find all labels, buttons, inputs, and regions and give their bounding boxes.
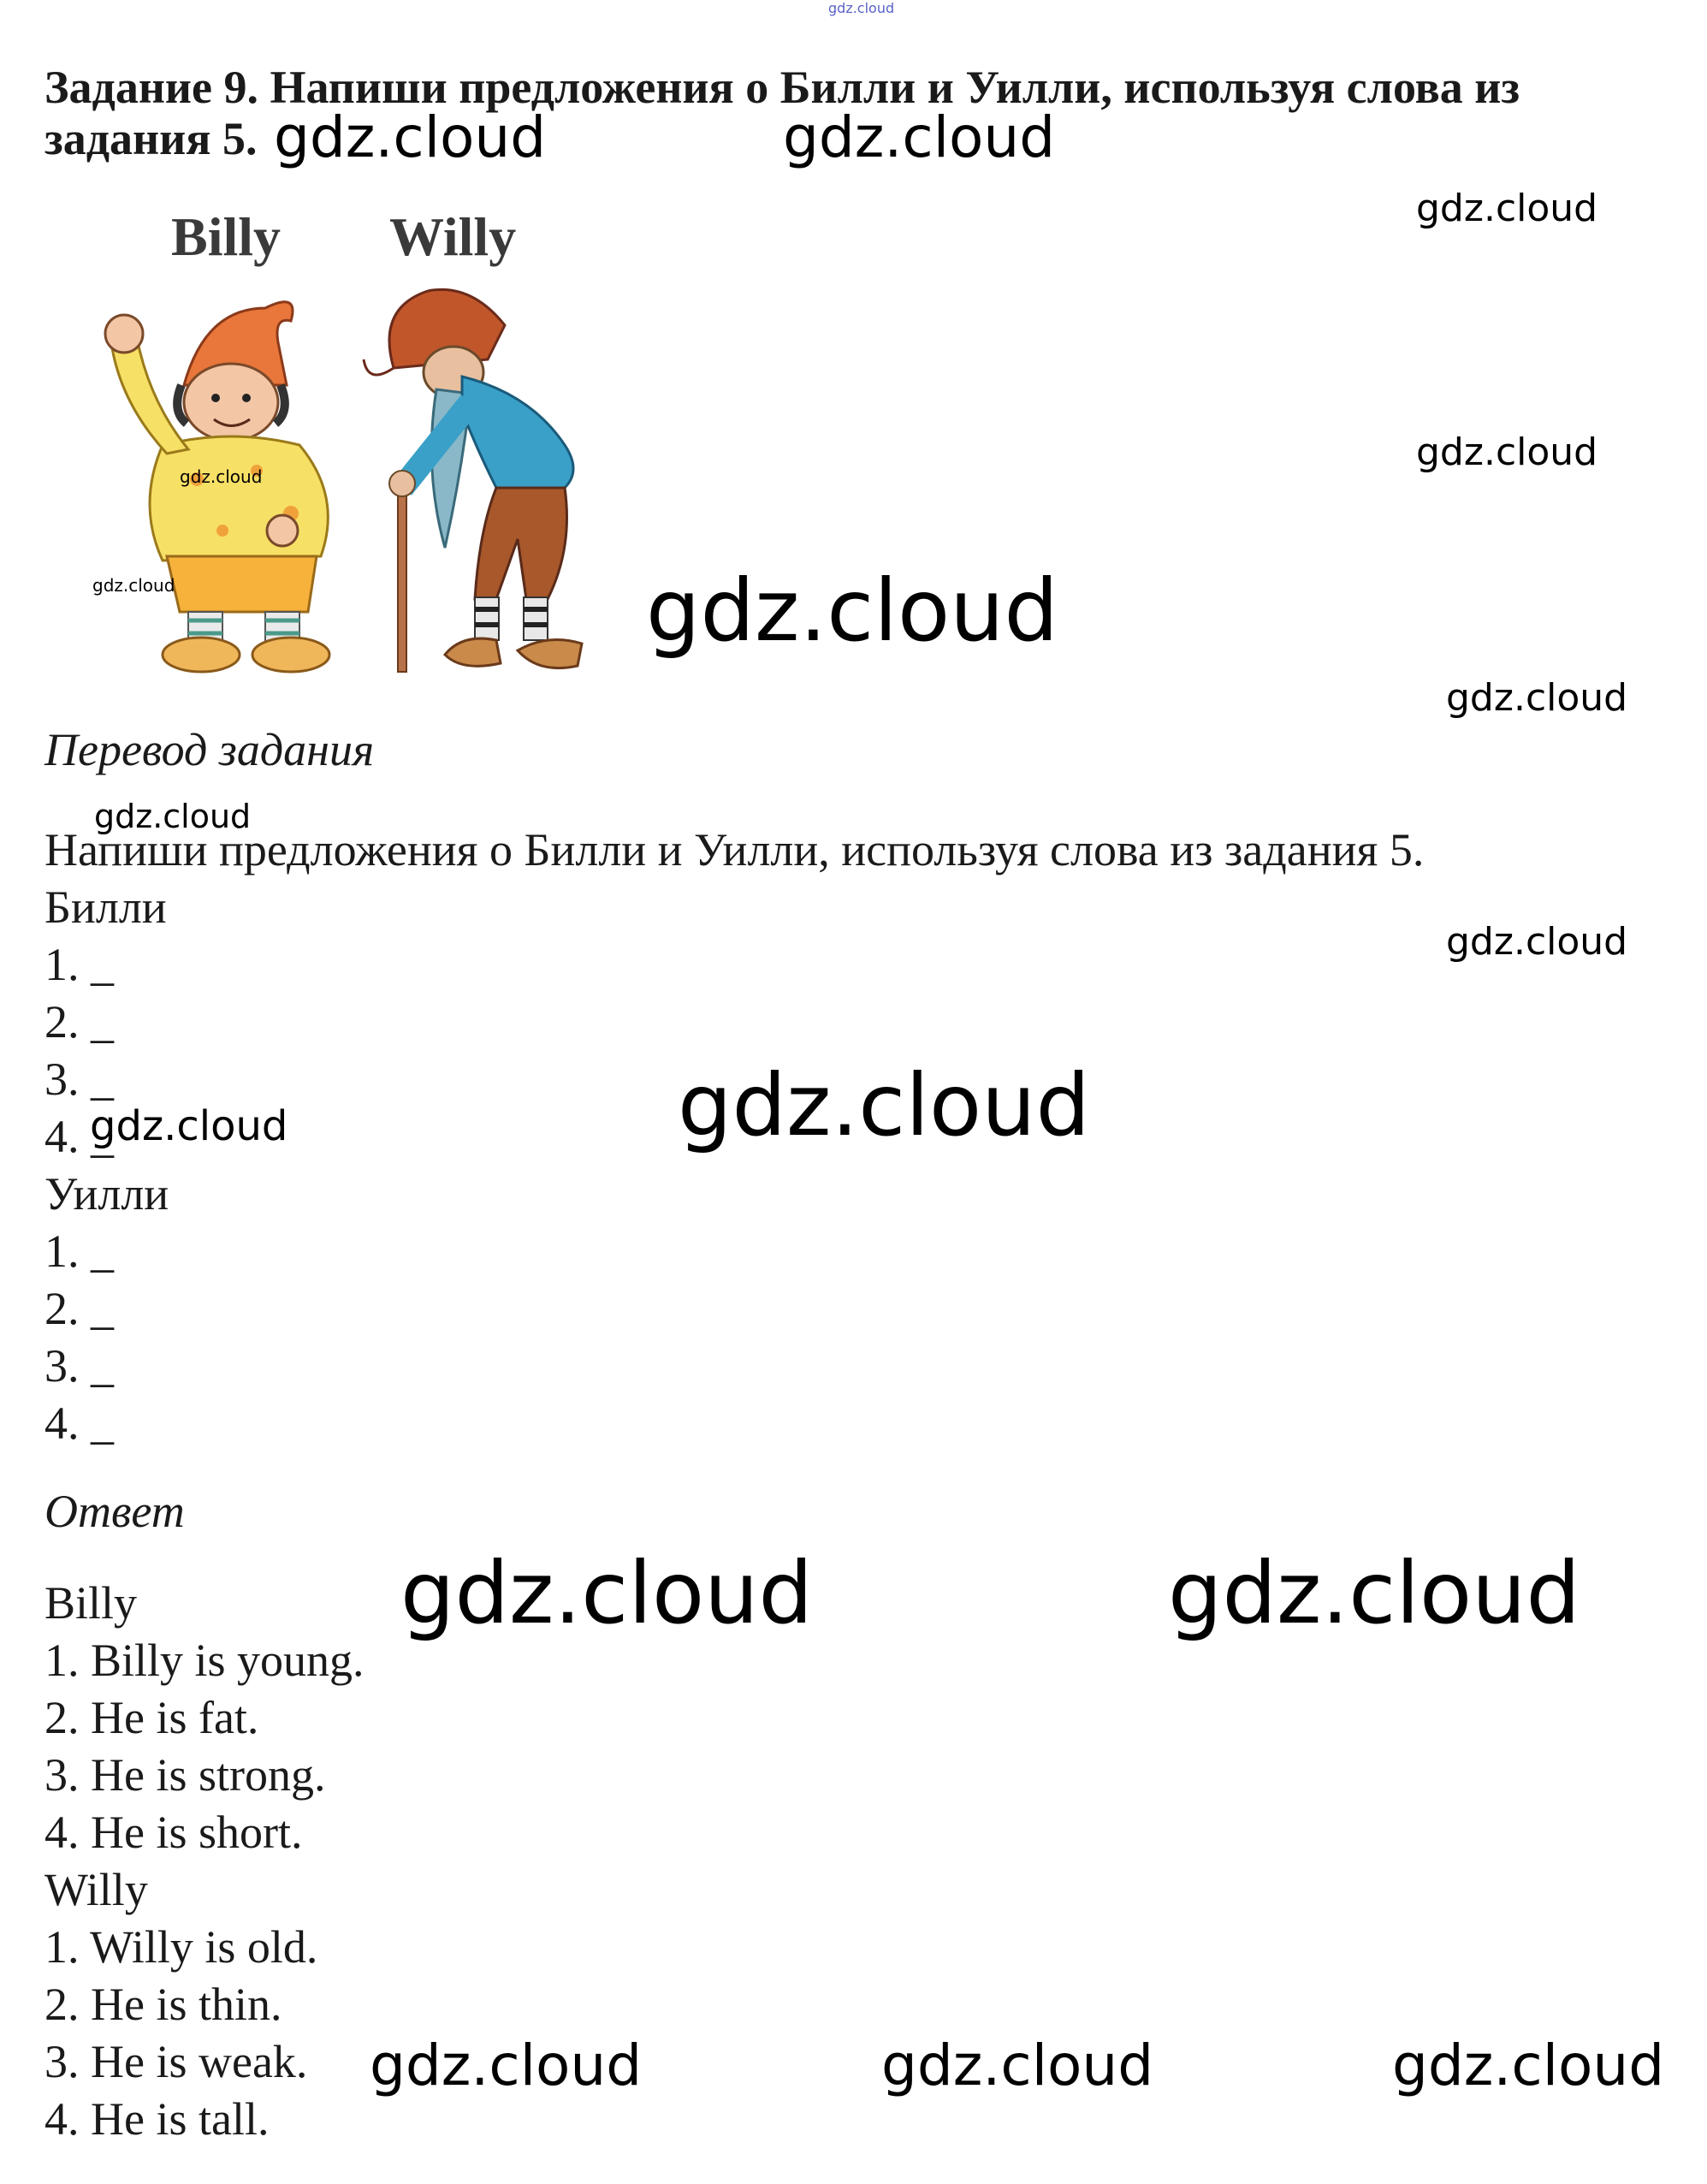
top-watermark: gdz.cloud bbox=[828, 0, 895, 16]
list-item: 3. _ bbox=[44, 1340, 114, 1392]
watermark: gdz.cloud bbox=[881, 2033, 1154, 2098]
willy-caption: Willy bbox=[389, 206, 517, 267]
list-item: 1. _ bbox=[44, 1226, 114, 1277]
translation-heading: Перевод задания bbox=[44, 724, 375, 775]
watermark: gdz.cloud bbox=[274, 104, 547, 170]
translation-billy-label: Билли bbox=[44, 881, 167, 933]
watermark: gdz.cloud bbox=[646, 561, 1059, 661]
task-title: Задание 9. Напиши предложения о Билли и Уилли, используя слова из задания 5. bbox=[44, 62, 1520, 164]
watermark: gdz.cloud bbox=[370, 2033, 643, 2098]
watermark: gdz.cloud bbox=[90, 1102, 288, 1150]
translation-willy-label: Уилли bbox=[44, 1168, 169, 1220]
translation-text: Напиши предложения о Билли и Уилли, используя слова из задания 5. bbox=[44, 824, 1425, 875]
illustration bbox=[86, 197, 667, 676]
list-item: 1. Billy is young. bbox=[44, 1635, 365, 1686]
billy-caption: Billy bbox=[171, 206, 282, 267]
answer-willy-label: Willy bbox=[44, 1864, 148, 1915]
list-item: 3. He is weak. bbox=[44, 2036, 308, 2087]
willy-figure bbox=[364, 289, 582, 672]
list-item: 3. He is strong. bbox=[44, 1749, 326, 1801]
list-item: 2. _ bbox=[44, 996, 114, 1047]
answer-billy-label: Billy bbox=[44, 1577, 138, 1629]
list-item: 2. He is fat. bbox=[44, 1692, 259, 1743]
list-item: 3. _ bbox=[44, 1053, 114, 1105]
watermark: gdz.cloud bbox=[1416, 430, 1598, 474]
watermark: gdz.cloud bbox=[1446, 676, 1628, 720]
watermark: gdz.cloud bbox=[678, 1055, 1091, 1155]
answer-heading: Ответ bbox=[44, 1486, 185, 1537]
answer-block bbox=[44, 1575, 365, 2148]
watermark: gdz.cloud bbox=[1168, 1543, 1581, 1643]
watermark: gdz.cloud bbox=[783, 104, 1056, 170]
list-item: 4. _ bbox=[44, 1111, 114, 1162]
list-item: 1. _ bbox=[44, 939, 114, 990]
watermark: gdz.cloud bbox=[1392, 2033, 1665, 2098]
gnomes-picture bbox=[86, 274, 667, 676]
list-item: 2. _ bbox=[44, 1283, 114, 1334]
watermark: gdz.cloud bbox=[400, 1543, 814, 1643]
watermark: gdz.cloud bbox=[92, 575, 175, 596]
watermark: gdz.cloud bbox=[180, 466, 263, 487]
list-item: 1. Willy is old. bbox=[44, 1921, 318, 1973]
list-item: 4. _ bbox=[44, 1398, 114, 1449]
watermark: gdz.cloud bbox=[1446, 920, 1628, 964]
list-item: 2. He is thin. bbox=[44, 1979, 282, 2030]
watermark: gdz.cloud bbox=[1416, 187, 1598, 230]
list-item: 4. He is short. bbox=[44, 1807, 303, 1858]
list-item: 4. He is tall. bbox=[44, 2093, 270, 2145]
watermark: gdz.cloud bbox=[94, 798, 252, 835]
